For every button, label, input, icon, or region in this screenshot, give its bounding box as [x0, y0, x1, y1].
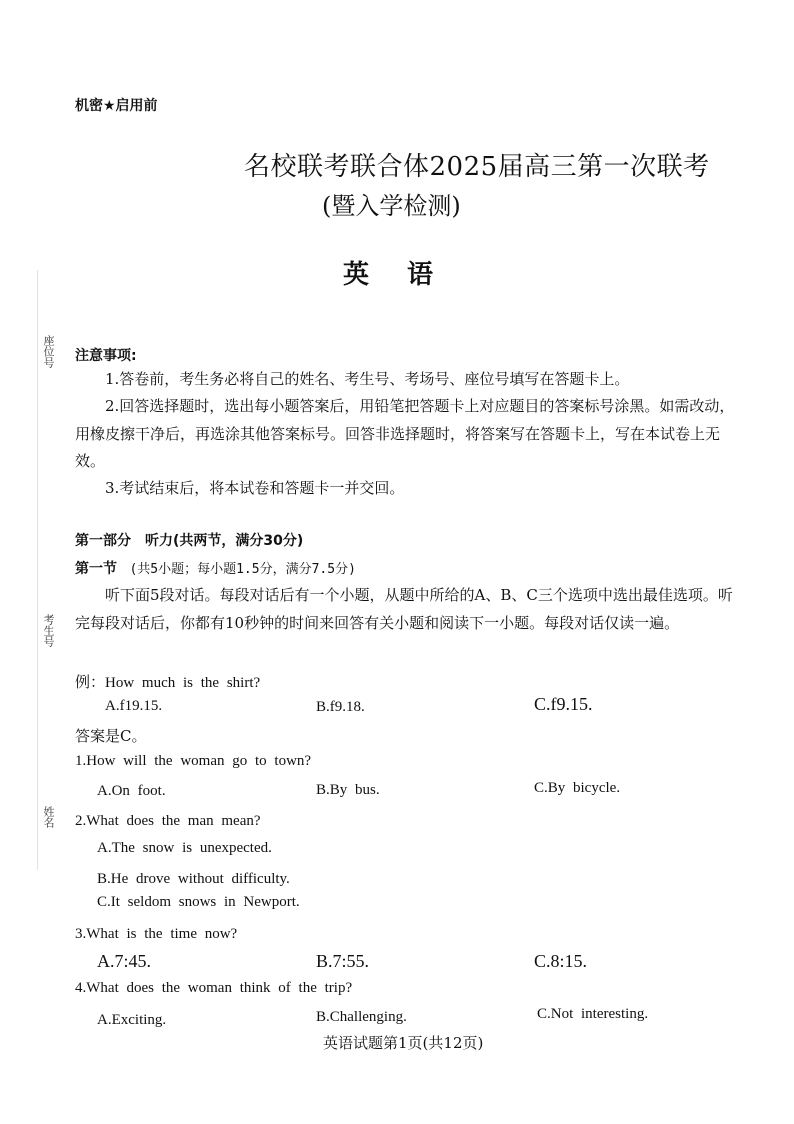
- q4-option-b: B.Challenging.: [316, 1009, 407, 1025]
- section-one-desc: (共5小题；每小题1.5分，满分7.5分): [129, 562, 356, 577]
- exam-title: 名校联考联合体2025届高三第一次联考: [244, 152, 710, 182]
- q2-option-a: A.The snow is unexpected.: [97, 840, 272, 856]
- q2-option-b: B.He drove without difficulty.: [97, 871, 290, 887]
- example-option-a: A.f19.15.: [105, 698, 163, 714]
- seat-number-label: 座位号: [42, 335, 55, 368]
- listening-intro: 听下面5段对话。每段对话后有一个小题，从题中所给的A、B、C三个选项中选出最佳选项。听完每段对话后，你都有10秒钟的时间来回答有关小题和阅读下一小题。每段对话仅读一遍。: [75, 586, 733, 632]
- exam-subtitle: (暨入学检测): [322, 192, 461, 220]
- note-item: 3.考试结束后，将本试卷和答题卡一并交回。: [105, 479, 405, 497]
- q4-option-a: A.Exciting.: [97, 1012, 167, 1028]
- note-item: 1.答卷前，考生务必将自己的姓名、考生号、考场号、座位号填写在答题卡上。: [105, 370, 630, 388]
- q3-option-c: C.8:15.: [534, 951, 588, 971]
- example-question: 例：How much is the shirt?: [75, 675, 261, 691]
- section-one-header: [75, 558, 356, 578]
- q1-option-c: C.By bicycle.: [534, 780, 621, 796]
- example-option-c: C.f9.15.: [534, 694, 593, 714]
- note-item: 2.回答选择题时，选出每小题答案后，用铅笔把答题卡上对应题目的答案标号涂黑。如需改动，用橡皮擦干净后，再选涂其他答案标号。回答非选择题时，将答案写在答题卡上，写在本试卷上无效。: [75, 397, 735, 470]
- section-one-label: 第一节: [75, 561, 117, 577]
- question-2: 2.What does the man mean?: [75, 813, 261, 829]
- part-one-title: 第一部分 听力(共两节，满分30分): [75, 533, 304, 549]
- question-3: 3.What is the time now?: [75, 926, 238, 942]
- q2-option-c: C.It seldom snows in Newport.: [97, 894, 300, 910]
- question-1: 1.How will the woman go to town?: [75, 753, 312, 769]
- q1-option-b: B.By bus.: [316, 782, 380, 798]
- exam-number-label: 考生号: [42, 614, 55, 647]
- q4-option-c: C.Not interesting.: [537, 1006, 649, 1022]
- subject-title: 英语: [343, 260, 472, 290]
- name-label: 姓名: [42, 806, 55, 828]
- question-4: 4.What does the woman think of the trip?: [75, 980, 353, 996]
- example-option-b: B.f9.18.: [316, 699, 365, 715]
- confidential-mark: 机密★启用前: [75, 98, 158, 114]
- example-answer: 答案是C。: [75, 727, 147, 745]
- binding-line: [37, 270, 38, 870]
- q3-option-a: A.7:45.: [97, 951, 151, 971]
- page-footer: 英语试题第1页(共12页): [323, 1034, 484, 1052]
- q1-option-a: A.On foot.: [97, 783, 166, 799]
- notes-heading: 注意事项:: [75, 348, 137, 364]
- q3-option-b: B.7:55.: [316, 951, 370, 971]
